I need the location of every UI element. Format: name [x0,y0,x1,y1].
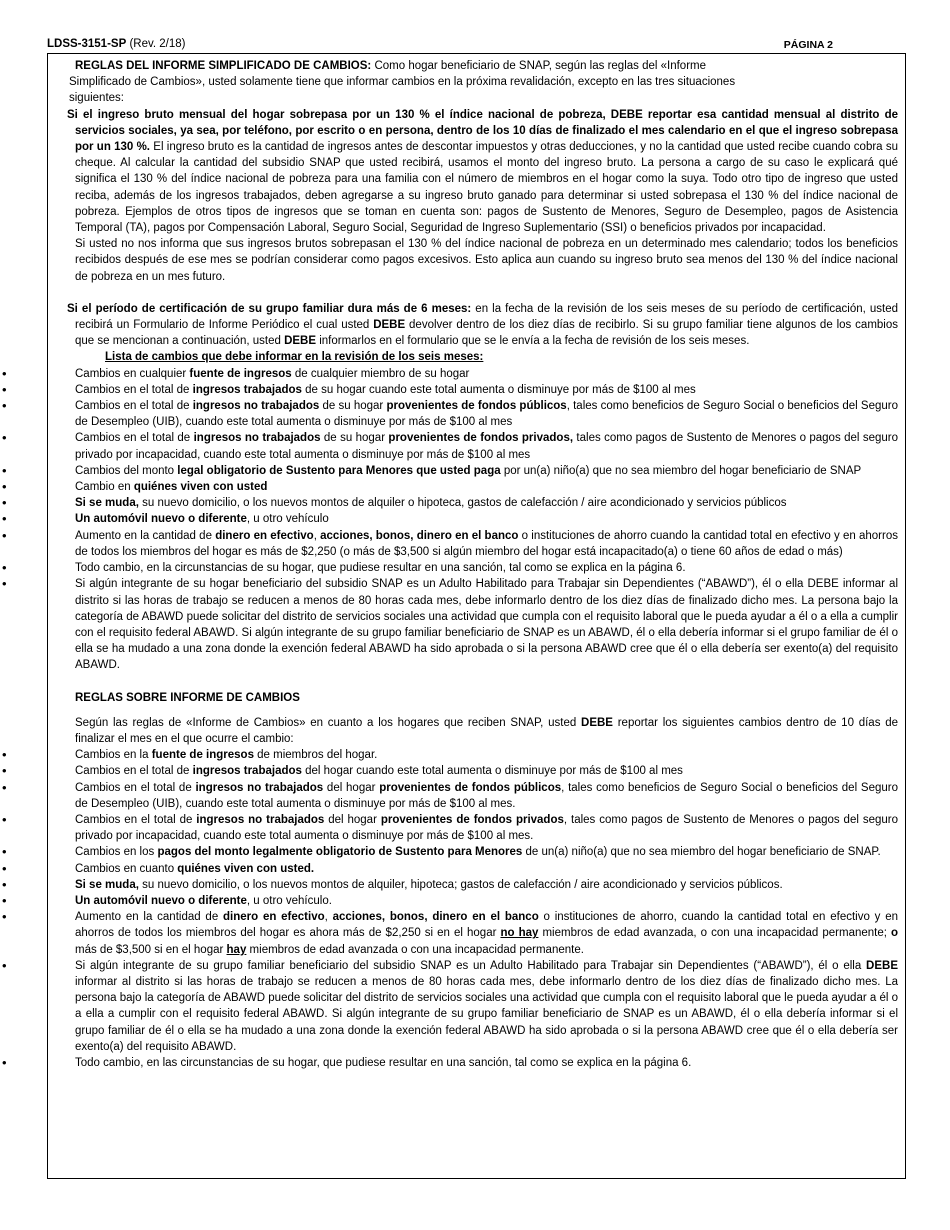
list-item: • Cambios en el total de ingresos no trabajados del hogar provenientes de fondos públicos, tales como beneficios de Seguro Social o beneficios del Seguro de Desempleo (UIB), cuando este total aumenta o disminuye por más de $100 al mes. [47,780,898,812]
list-item: • Cambios en el total de ingresos no trabajados de su hogar provenientes de fondos privados, tales como pagos de Sustento de Menores o pagos del seguro privado por incapacidad, cuando este total aumenta o disminuye por más de $100 al mes [47,430,898,462]
list-item: • Si algún integrante de su hogar beneficiario del subsidio SNAP es un Adulto Habilitado para Trabajar sin Dependientes (“ABAWD”), él o ella DEBE informar al distrito si las horas de trabajo se reducen a menos de 80 horas cada mes, debe informarlo dentro de los diez días de finalizado dicho mes. La persona bajo la categoría de ABAWD puede solicitar del distrito de servicios sociales una actividad que cumpla con el requisito laboral que le pueda ayudar a él o a ella a cumplir con el requisito federal ABAWD. Si algún integrante de su grupo familiar beneficiario de SNAP es un ABAWD, él o ella debería informar si el grupo familiar de él o ella se ha mudado a una zona donde la exención federal ABAWD ha sido aprobada o si la persona ABAWD cree que él o ella debería ser exento(a) del requisito ABAWD. [47,576,898,673]
list-item: • Cambio en quiénes viven con usted [47,479,898,495]
form-code: LDSS-3151-SP [47,38,127,50]
list-item: • Cambios en la fuente de ingresos de miembros del hogar. [47,747,898,763]
list-item: • Un automóvil nuevo o diferente, u otro vehículo. [47,893,898,909]
change-rules-heading: REGLAS SOBRE INFORME DE CAMBIOS [75,691,300,704]
income-rule-item: • Si el ingreso bruto mensual del hogar sobrepasa por un 130 % el índice nacional de pobreza, DEBE reportar esa cantidad mensual al distrito de servicios sociales, ya sea, por teléfono, por escrito o en persona, dentro de los 10 días de finalizado el mes calendario en el que el ingreso sobrepasa por un 130 %. El ingreso bruto es la cantidad de ingresos antes de descontar impuestos y otras deducciones, y no la cantidad que usted recibe cuando cobra su cheque. Al calcular la cantidad del subsidio SNAP que usted recibirá, usamos el monto del ingreso bruto. La persona a cargo de su caso le explicará qué significa el 130 % del índice nacional de pobreza para una familia con el número de miembros en el hogar como la suya. Todo otro tipo de ingreso que usted reciba, además de los ingresos trabajados, deben agregarse a su ingreso bruto ganado para determinar si usted sobrepasa el 130 % del índice nacional de pobreza. Ejemplos de otros tipos de ingresos que se toman en cuenta son: pagos de Sustento de Menores, Seguro de Desempleo, pagos de Asistencia Temporal (TA), pagos por Compensación Laboral, Seguro Social, Seguridad de Ingreso Suplementario (SSI) o beneficios privados por incapacidad. [47,107,898,237]
list-item: • Cambios en el total de ingresos trabajados de su hogar cuando este total aumenta o disminuye por más de $100 al mes [47,382,898,398]
form-revision: (Rev. 2/18) [126,38,186,50]
list-item: • Cambios en cualquier fuente de ingresos de cualquier miembro de su hogar [47,366,898,382]
intro-line-1: REGLAS DEL INFORME SIMPLIFICADO DE CAMBIOS: Como hogar beneficiario de SNAP, según las reglas del «Informe [75,60,707,72]
list-item: • Todo cambio, en la circunstancias de su hogar, que pudiese resultar en una sanción, tal como se explica en la página 6. [47,560,898,576]
list-item: • Cambios en el total de ingresos no trabajados de su hogar provenientes de fondos públicos, tales como beneficios de Seguro Social o beneficios del Seguro de Desempleo (UIB), cuando este total aumenta o disminuye por más de $100 al mes [47,398,898,430]
list-item: • Cambios en el total de ingresos trabajados del hogar cuando este total aumenta o disminuye por más de $100 al mes [47,763,898,779]
list-item: • Aumento en la cantidad de dinero en efectivo, acciones, bonos, dinero en el banco o instituciones de ahorro, cuando la cantidad total en efectivo y en ahorros de todos los miembros del hogar es ahora más de $2,250 si en el hogar no hay miembros de edad avanzada, o con una incapacidad permanente; o más de $3,500 si en el hogar hay miembros de edad avanzada o con una incapacidad permanente. [47,909,898,958]
intro-line-2: Simplificado de Cambios», usted solamente tiene que informar cambios en la próxima revalidación, excepto en las tres situaciones siguientes: [69,76,736,105]
list-item: • Cambios del monto legal obligatorio de Sustento para Menores que usted paga por un(a) niño(a) que no sea miembro del hogar beneficiario de SNAP [47,463,898,479]
income-rule-followup: Si usted no nos informa que sus ingresos brutos sobrepasan el 130 % del índice nacional de pobreza en un determinado mes calendario; todos los beneficios recibidos después de ese mes se podrían considerar como pagos excesivos. Esto aplica aun cuando su ingreso bruto sea menos del 130 % del índice nacional de pobreza en un mes futuro. [75,238,898,283]
list-item: • Si se muda, su nuevo domicilio, o los nuevos montos de alquiler, hipoteca; gastos de calefacción / aire acondicionado y servicios públicos. [47,877,898,893]
six-month-list-heading: Lista de cambios que debe informar en la revisión de los seis meses: [105,351,484,364]
list-item: • Cambios en el total de ingresos no trabajados del hogar provenientes de fondos privados, tales como pagos de Sustento de Menores o pagos del seguro privado por incapacidad, cuando este total aumenta o disminuye por más de $100 al mes. [47,812,898,844]
list-item: • Si se muda, su nuevo domicilio, o los nuevos montos de alquiler o hipoteca, gastos de calefacción / aire acondicionado y servicios públicos [47,495,898,511]
document-body [47,58,898,1071]
list-item: • Aumento en la cantidad de dinero en efectivo, acciones, bonos, dinero en el banco o instituciones de ahorro cuando la cantidad total en efectivo y en ahorros de todos los miembros del hogar es más de $2,250 (o más de $3,500 si algún miembro del hogar está incapacitado(a) o tiene 60 años de edad o más) [47,528,898,560]
list-item: • Cambios en cuanto quiénes viven con usted. [47,861,898,877]
certification-rule-item: • Si el período de certificación de su grupo familiar dura más de 6 meses: en la fecha de la revisión de los seis meses de su período de certificación, usted recibirá un Formulario de Informe Periódico el cual usted DEBE devolver dentro de los diez días de recibirlo. Si su grupo familiar tiene algunos de los cambios que se mencionan a continuación, usted DEBE informarlos en el formulario que se le envía a la fecha de revisión de los seis meses. [47,301,898,350]
list-item: • Todo cambio, en las circunstancias de su hogar, que pudiese resultar en una sanción, tal como se explica en la página 6. [47,1055,898,1071]
page-header [47,38,903,54]
change-rules-intro: Según las reglas de «Informe de Cambios» en cuanto a los hogares que reciben SNAP, usted DEBE reportar los siguientes cambios dentro de 10 días de finalizar el mes en el que ocurre el cambio: [75,716,898,745]
intro-title: REGLAS DEL INFORME SIMPLIFICADO DE CAMBIOS: [75,60,372,72]
page-number: PÁGINA 2 [783,39,833,51]
list-item: • Cambios en los pagos del monto legalmente obligatorio de Sustento para Menores de un(a) niño(a) que no sea miembro del hogar beneficiario de SNAP. [47,844,898,860]
list-item: • Si algún integrante de su grupo familiar beneficiario del subsidio SNAP es un Adulto Habilitado para Trabajar sin Dependientes (“ABAWD”), él o ella DEBE informar al distrito si las horas de trabajo se reducen a menos de 80 horas cada mes, debe informarlo dentro de los diez días de finalizado dicho mes. La persona bajo la categoría de ABAWD puede solicitar del distrito de servicios sociales una actividad que cumpla con el requisito laboral que le pueda ayudar a él o a ella a cumplir con el requisito federal ABAWD. Si algún integrante de su grupo familiar beneficiario de SNAP es un ABAWD, él o ella debería informar si el grupo familiar de él o ella se ha mudado a una zona donde la exención federal ABAWD ha sido aprobada o si la persona ABAWD cree que él o ella debería ser exento(a) del requisito ABAWD. [47,958,898,1055]
list-item: • Un automóvil nuevo o diferente, u otro vehículo [47,511,898,527]
